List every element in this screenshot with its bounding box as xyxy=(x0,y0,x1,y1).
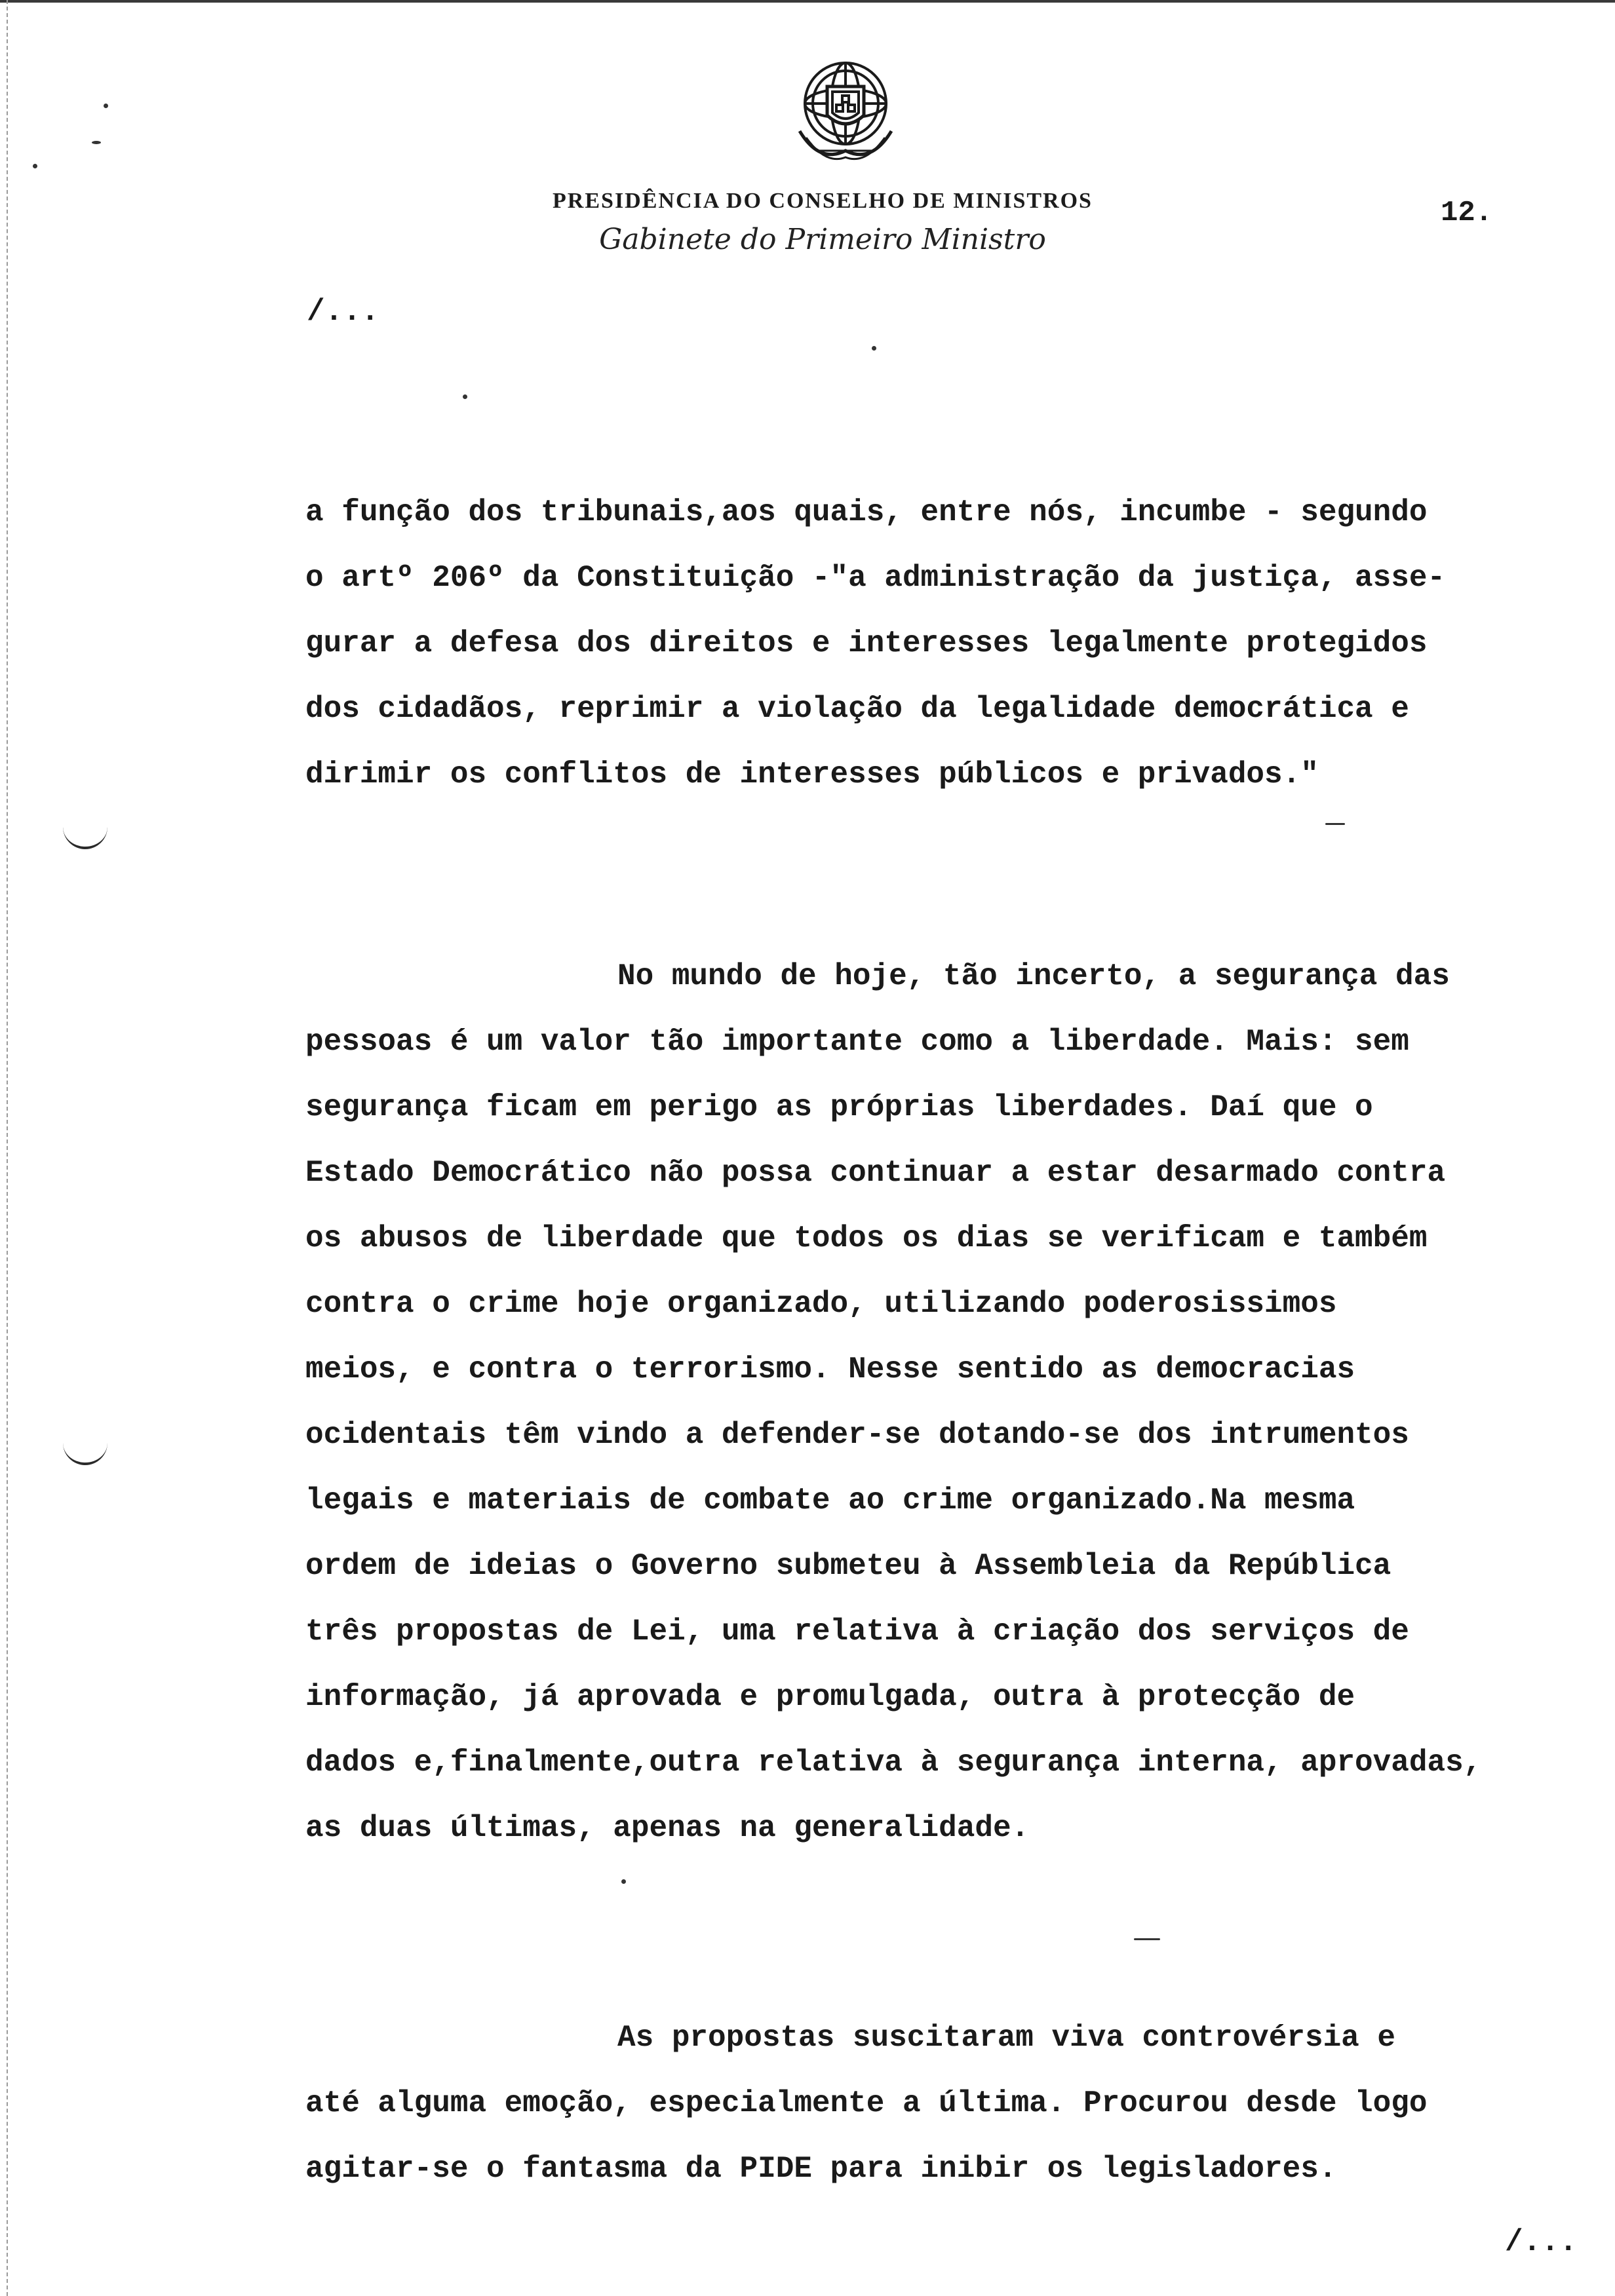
text-line: a função dos tribunais,aos quais, entre nós, incumbe - segundo xyxy=(305,495,1428,529)
scan-speck xyxy=(463,394,467,399)
text-line: o artº 206º da Constituição -"a administração da justiça, asse- xyxy=(305,561,1446,595)
paragraph-2 xyxy=(305,944,1590,1861)
text-line: gurar a defesa dos direitos e interesses legalmente protegidos xyxy=(305,626,1428,660)
scan-speck xyxy=(1325,823,1345,825)
continuation-mark-bottom: /... xyxy=(1505,2225,1578,2259)
text-line: até alguma emoção, especialmente a última. Procurou desde logo xyxy=(305,2086,1428,2120)
paragraph-1 xyxy=(305,480,1590,807)
text-line: No mundo de hoje, tão incerto, a segurança das xyxy=(617,959,1450,993)
text-line: três propostas de Lei, uma relativa à criação dos serviços de xyxy=(305,1615,1409,1649)
text-line: ocidentais têm vindo a defender-se dotando-se dos intrumentos xyxy=(305,1418,1409,1452)
coat-of-arms-seal xyxy=(780,52,911,177)
top-border-line xyxy=(0,0,1615,3)
text-line: Estado Democrático não possa continuar a estar desarmado contra xyxy=(305,1156,1446,1190)
text-line: informação, já aprovada e promulgada, outra à protecção de xyxy=(305,1680,1355,1714)
institution-letterhead: PRESIDÊNCIA DO CONSELHO DE MINISTROS xyxy=(553,189,1093,213)
punch-hole-mark-upper xyxy=(63,807,107,849)
scan-speck xyxy=(872,346,876,351)
left-binding-edge xyxy=(7,0,8,2296)
scan-speck xyxy=(92,141,101,144)
scan-speck xyxy=(33,164,37,168)
text-line: as duas últimas, apenas na generalidade. xyxy=(305,1811,1030,1845)
text-line: dos cidadãos, reprimir a violação da legalidade democrática e xyxy=(305,692,1409,726)
punch-hole-mark-lower xyxy=(63,1423,107,1465)
paragraph-3 xyxy=(305,2005,1590,2202)
text-line: segurança ficam em perigo as próprias liberdades. Daí que o xyxy=(305,1090,1373,1124)
text-line: legais e materiais de combate ao crime organizado.Na mesma xyxy=(305,1483,1355,1518)
text-line: os abusos de liberdade que todos os dias se verificam e também xyxy=(305,1221,1428,1255)
text-line: dirimir os conflitos de interesses públicos e privados." xyxy=(305,757,1319,792)
office-subheading: Gabinete do Primeiro Ministro xyxy=(599,223,1046,256)
scan-speck xyxy=(104,104,108,108)
page-number: 12. xyxy=(1441,197,1493,229)
text-line: As propostas suscitaram viva controvérsia e xyxy=(617,2021,1395,2055)
text-line: pessoas é um valor tão importante como a liberdade. Mais: sem xyxy=(305,1025,1409,1059)
text-line: ordem de ideias o Governo submeteu à Assembleia da República xyxy=(305,1549,1391,1583)
text-line: agitar-se o fantasma da PIDE para inibir os legisladores. xyxy=(305,2152,1337,2186)
scan-speck xyxy=(621,1879,626,1884)
scan-speck xyxy=(1134,1938,1160,1940)
text-line: contra o crime hoje organizado, utilizando poderosissimos xyxy=(305,1287,1337,1321)
text-line: meios, e contra o terrorismo. Nesse sentido as democracias xyxy=(305,1352,1355,1387)
text-line: dados e,finalmente,outra relativa à segurança interna, aprovadas, xyxy=(305,1746,1482,1780)
continuation-mark-top: /... xyxy=(307,295,379,329)
